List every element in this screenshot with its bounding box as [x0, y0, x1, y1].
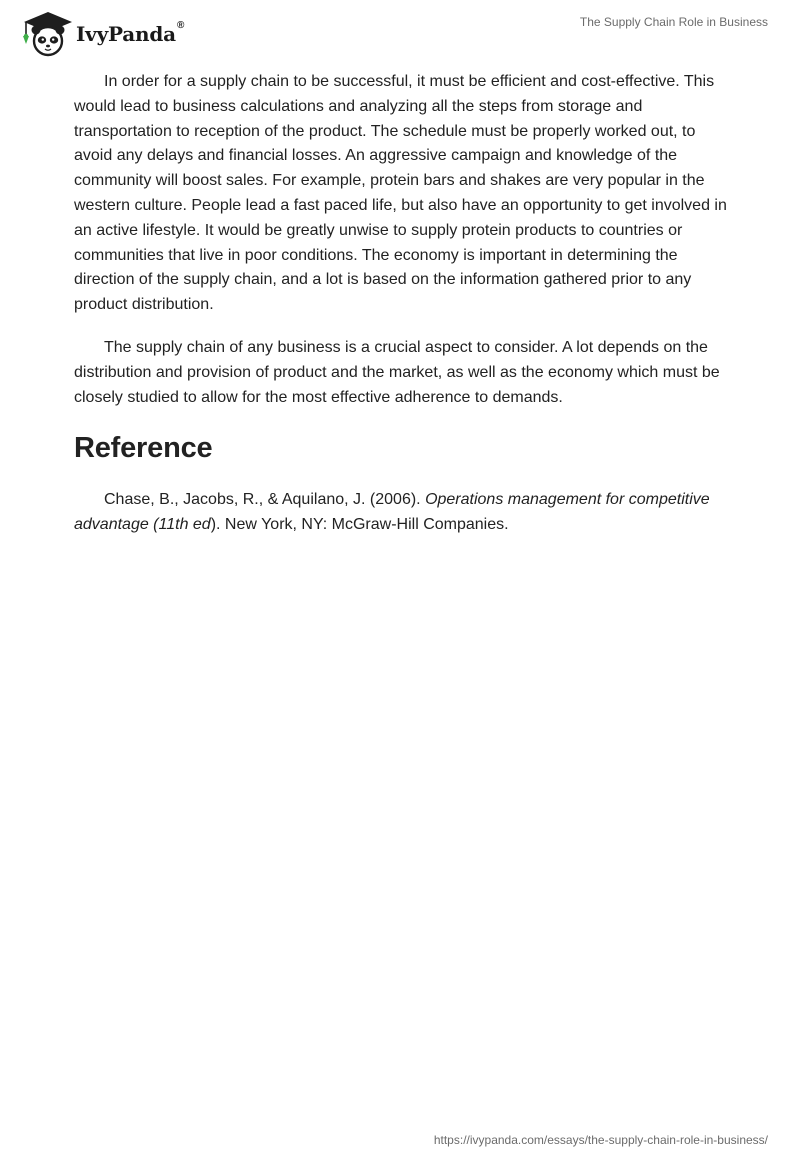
panda-graduate-icon — [16, 8, 72, 58]
reference-entry — [74, 488, 734, 538]
document-title: The Supply Chain Role in Business — [579, 15, 768, 29]
essay-body — [74, 70, 734, 556]
reference-authors: Chase, B., Jacobs, R., & Aquilano, J. (2006). — [104, 491, 426, 509]
reference-title: Operations management for competitive advantage (11th ed — [74, 491, 710, 534]
brand-name: IvyPanda® — [76, 20, 185, 46]
source-url[interactable]: https://ivypanda.com/essays/the-supply-chain-role-in-business/ — [433, 1133, 768, 1147]
reference-publisher: ). New York, NY: McGraw-Hill Companies. — [210, 516, 509, 534]
paragraph: The supply chain of any business is a crucial aspect to consider. A lot depends on the distribution and provision of product and the market, as well as the economy which must be closely studied to allow for the most effective adherence to demands. — [74, 338, 720, 406]
reference-heading: Reference — [74, 432, 213, 465]
paragraph: In order for a supply chain to be successful, it must be efficient and cost-effective. This would lead to business calculations and analyzing all the steps from storage and transportation to reception of the product. The schedule must be properly worked out, to avoid any delays and financial losses. An aggressive campaign and knowledge of the community will boost sales. For example, protein bars and shakes are very popular in the western culture. People lead a fast paced life, but also have an opportunity to get involved in an active lifestyle. It would be greatly unwise to supply protein products to countries or communities that live in poor conditions. The economy is important in determining the direction of the supply chain, and a lot is based on the information gathered prior to any product distribution. — [74, 73, 727, 314]
brand-logo[interactable] — [16, 8, 184, 58]
